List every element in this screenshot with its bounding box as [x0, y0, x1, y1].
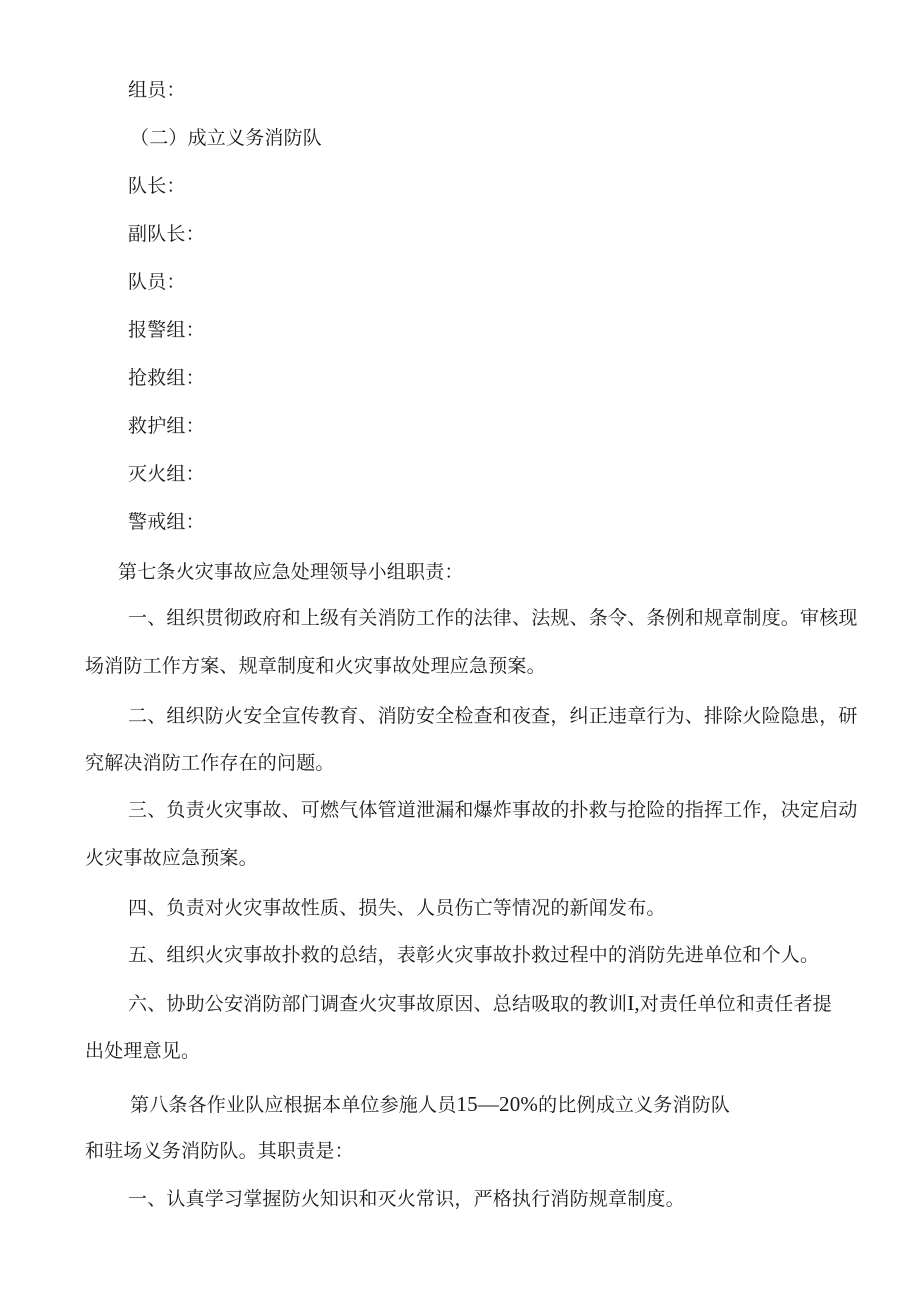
line-firefighting-group: 灭火组： — [128, 463, 205, 485]
duty-2-line-2: 究解决消防工作存在的问题。 — [85, 752, 335, 774]
duty-1-line-2: 场消防工作方案、规章制度和火灾事故处理应急预案。 — [85, 655, 546, 677]
duty-6-text-c: 对责任单位和责任者提 — [639, 993, 832, 1015]
line-rescue-group: 抢救组： — [128, 367, 205, 389]
article-eight-text-c: 的比例成立义务消防队 — [538, 1094, 731, 1116]
duty-6-text-b: I, — [627, 991, 640, 1015]
line-deputy-leader: 副队长： — [128, 223, 205, 245]
article-eight-duty-1: 一、认真学习掌握防火知识和灭火常识，严格执行消防规章制度。 — [128, 1188, 685, 1210]
duty-4: 四、负责对火灾事故性质、损失、人员伤亡等情况的新闻发布。 — [128, 897, 666, 919]
line-team-leader: 队长： — [128, 175, 186, 197]
article-eight-line-2: 和驻场义务消防队。其职责是： — [85, 1140, 354, 1162]
line-group-members: 组员： — [128, 79, 186, 101]
line-guard-group: 警戒组： — [128, 511, 205, 533]
duty-5: 五、组织火灾事故扑救的总结，表彰火灾事故扑救过程中的消防先进单位和个人。 — [128, 944, 820, 966]
duty-6-line-1 — [128, 991, 832, 1016]
duty-6-text-a: 六、协助公安消防部门调查火灾事故原因、总结吸取的教训 — [128, 993, 628, 1015]
article-eight-percentage: 15—20% — [456, 1092, 539, 1116]
line-alarm-group: 报警组： — [128, 319, 205, 341]
duty-1-line-1: 一、组织贯彻政府和上级有关消防工作的法律、法规、条令、条例和规章制度。审核现 — [128, 607, 858, 629]
duty-2-line-1: 二、组织防火安全宣传教育、消防安全检查和夜查，纠正违章行为、排除火险隐患，研 — [128, 705, 858, 727]
article-eight-text-a: 第八条各作业队应根据本单位参施人员 — [130, 1094, 457, 1116]
line-first-aid-group: 救护组： — [128, 415, 205, 437]
duty-3-line-2: 火灾事故应急预案。 — [85, 847, 258, 869]
duty-6-line-2: 出处理意见。 — [85, 1040, 201, 1062]
article-eight-line-1 — [130, 1092, 730, 1117]
duty-3-line-1: 三、负责火灾事故、可燃气体管道泄漏和爆炸事故的扑救与抢险的指挥工作，决定启动 — [128, 799, 858, 821]
article-seven-heading: 第七条火灾事故应急处理领导小组职责： — [118, 561, 464, 583]
line-team-members: 队员： — [128, 271, 186, 293]
line-section-volunteer-fire-team: （二）成立义务消防队 — [130, 127, 323, 149]
